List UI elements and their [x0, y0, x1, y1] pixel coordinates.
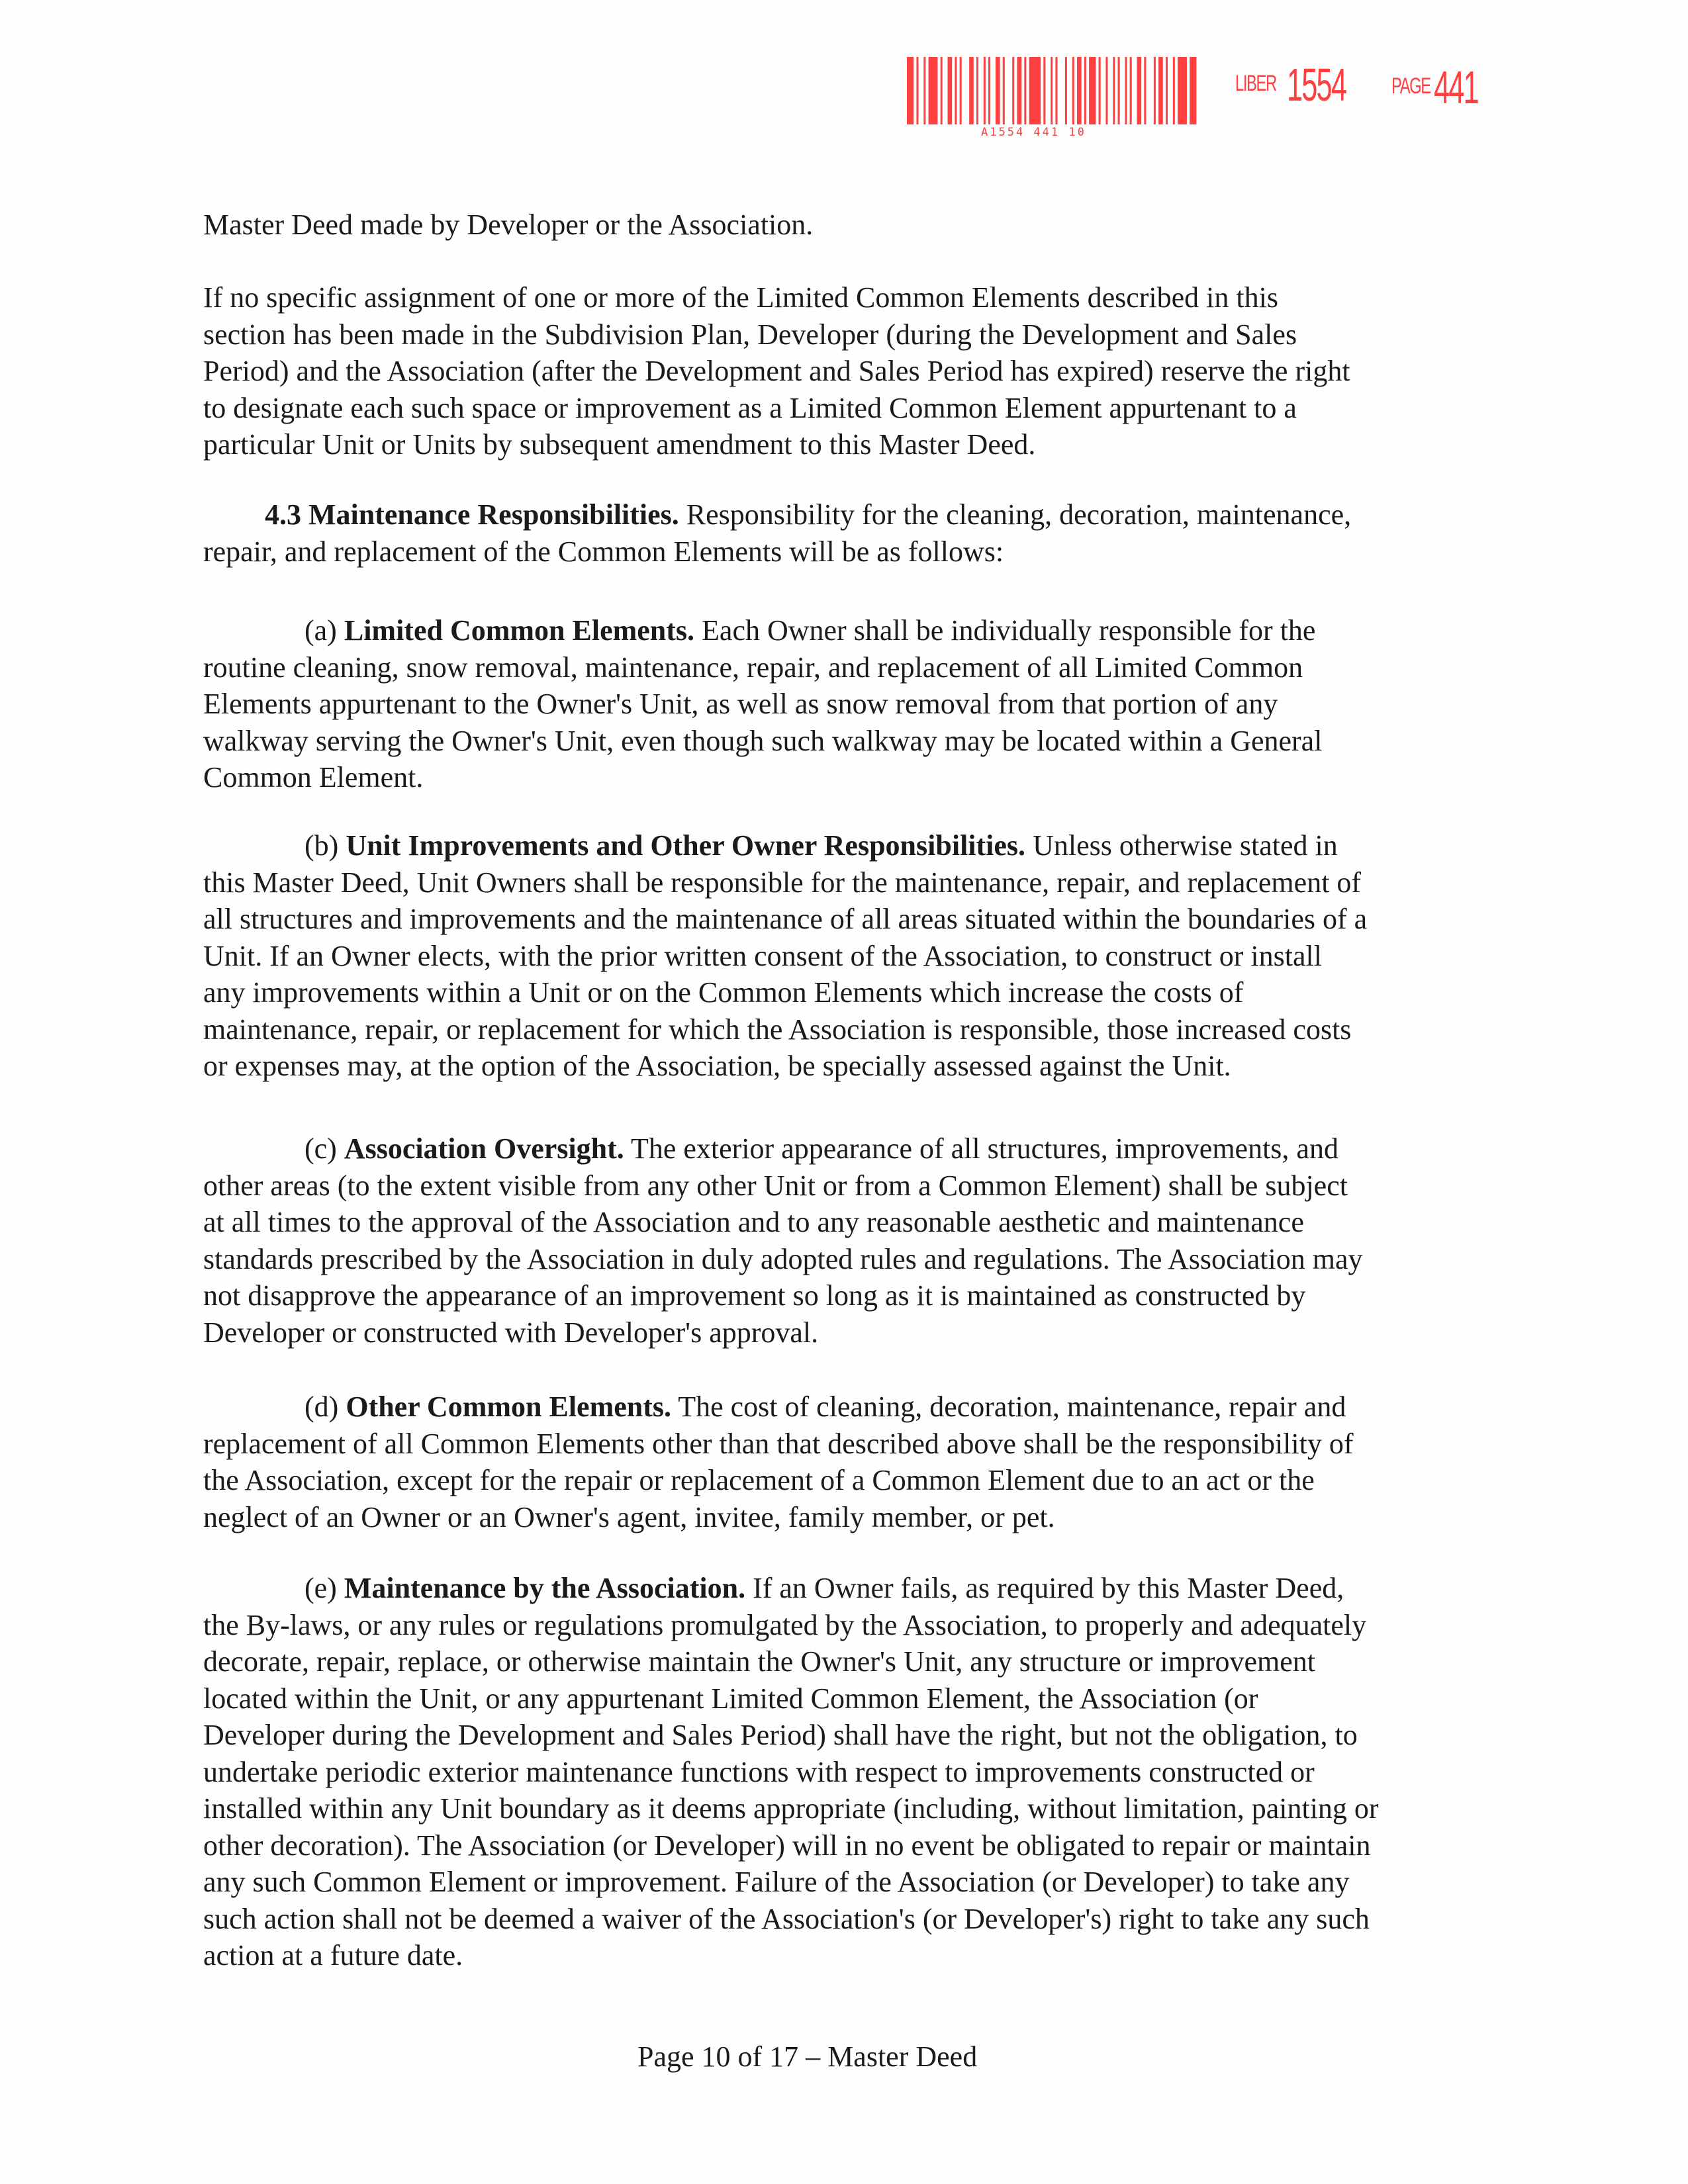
subsection-label: (c) [305, 1132, 337, 1165]
text-line-content: located within the Unit, or any appurtenant Limited Common Element, the Association (or [203, 1682, 1258, 1715]
section-heading-line [265, 500, 1351, 529]
subsection-heading-line [305, 1134, 1338, 1163]
barcode-bar [1190, 57, 1196, 124]
barcode-bar [1017, 57, 1022, 124]
text-line-content: neglect of an Owner or an Owner's agent, invitee, family member, or pet. [203, 1500, 1055, 1533]
text-line-content: Developer or constructed with Developer's approval. [203, 1316, 819, 1349]
text-line-content: repair, and replacement of the Common Elements will be as follows: [203, 535, 1004, 568]
barcode-bar [955, 57, 957, 124]
page-footer: Page 10 of 17 – Master Deed [637, 2040, 978, 2073]
barcode-bar [923, 57, 925, 124]
text-line-content: Elements appurtenant to the Owner's Unit, as well as snow removal from that portion of any [203, 688, 1278, 720]
subsection-text: The exterior appearance of all structures, improvements, and [630, 1132, 1338, 1165]
barcode-bar [1173, 57, 1175, 124]
text-line-content: replacement of all Common Elements other than that described above shall be the responsibility of [203, 1427, 1354, 1460]
text-line [203, 1755, 1315, 1788]
text-line-content: maintenance, repair, or replacement for which the Association is responsible, those increased costs [203, 1013, 1352, 1046]
subsection-heading: Maintenance by the Association. [344, 1572, 746, 1604]
barcode-number: A1554 441 10 [981, 126, 1086, 139]
text-line-content: the By-laws, or any rules or regulations promulgated by the Association, to properly and adequately [203, 1608, 1367, 1641]
text-line [203, 1052, 1231, 1081]
barcode-bar [1154, 57, 1156, 124]
subsection-label: (d) [305, 1390, 339, 1423]
text-line-content: standards prescribed by the Association in duly adopted rules and regulations. The Association may [203, 1242, 1363, 1275]
text-line-content: all structures and improvements and the maintenance of all areas situated within the boundaries of a [203, 903, 1368, 935]
barcode-bar [1012, 57, 1014, 124]
text-line-content: not disapprove the appearance of an improvement so long as it is maintained as constructed by [203, 1279, 1306, 1312]
text-line [203, 1831, 1371, 1860]
barcode-bar [988, 57, 990, 124]
text-line-content: Common Element. [203, 761, 424, 794]
subsection-text: If an Owner fails, as required by this Master Deed, [753, 1572, 1344, 1604]
text-line [203, 1466, 1315, 1495]
barcode-bar [1113, 57, 1115, 124]
text-line [203, 724, 1323, 757]
page-number: 441 [1434, 62, 1478, 113]
text-line [203, 320, 1297, 349]
text-line-content: walkway serving the Owner's Unit, even though such walkway may be located within a General [203, 724, 1323, 757]
barcode-bar [969, 57, 974, 124]
subsection-text: Unless otherwise stated in [1033, 829, 1338, 862]
barcode-bar [1084, 57, 1086, 124]
text-line [203, 939, 1322, 972]
liber-label: LIBER [1235, 71, 1276, 96]
barcode-bar [960, 57, 962, 124]
text-line [203, 653, 1303, 682]
barcode-bar [1178, 57, 1187, 124]
text-line-content: undertake periodic exterior maintenance functions with respect to improvements constructed or [203, 1755, 1315, 1788]
text-line-content: such action shall not be deemed a waiver of the Association's (or Developer's) right to take any such [203, 1902, 1370, 1935]
barcode-bar [1144, 57, 1146, 124]
text-line [203, 1721, 1358, 1750]
barcode-bar [1003, 57, 1005, 124]
text-line-content: the Association, except for the repair or replacement of a Common Element due to an act or the [203, 1464, 1315, 1496]
text-line-content: any improvements within a Unit or on the Common Elements which increase the costs of [203, 976, 1244, 1009]
barcode-bar [1089, 57, 1096, 124]
text-line-content: Period) and the Association (after the Development and Sales Period has expired) reserve the right [203, 355, 1350, 387]
barcode-bar [1130, 57, 1132, 124]
text-line-content: this Master Deed, Unit Owners shall be responsible for the maintenance, repair, and replacement of [203, 866, 1362, 899]
barcode-bar [1051, 57, 1053, 124]
page-label: PAGE [1391, 73, 1430, 99]
text-line-content: or expenses may, at the option of the Association, be specially assessed against the Unit. [203, 1050, 1231, 1082]
text-line [203, 1794, 1379, 1823]
text-line-content: action at a future date. [203, 1939, 463, 1972]
barcode-bar [996, 57, 1000, 124]
text-line-content: routine cleaning, snow removal, maintenance, repair, and replacement of all Limited Common [203, 651, 1303, 684]
liber-number: 1554 [1287, 59, 1346, 111]
text-line-content: If no specific assignment of one or more of the Limited Common Elements described in this [203, 281, 1278, 314]
barcode-bar [941, 57, 943, 124]
subsection-heading-line [305, 1574, 1344, 1603]
text-line [203, 430, 1035, 459]
text-line [203, 978, 1243, 1007]
text-line [203, 1941, 463, 1970]
section-text: Responsibility for the cleaning, decoration, maintenance, [686, 498, 1352, 531]
text-line [203, 763, 423, 792]
subsection-text: The cost of cleaning, decoration, maintenance, repair and [678, 1390, 1346, 1423]
text-line [203, 391, 1297, 424]
barcode-icon [907, 57, 1197, 124]
text-line [203, 1427, 1354, 1460]
barcode-bar [1105, 57, 1107, 124]
barcode-bar [929, 57, 938, 124]
text-line [203, 1608, 1367, 1641]
barcode-bar [1055, 57, 1057, 124]
text-line [203, 1242, 1363, 1275]
barcode-bar [984, 57, 986, 124]
subsection-heading: Other Common Elements. [346, 1390, 672, 1423]
text-line [203, 1171, 1348, 1201]
barcode-bar [907, 57, 914, 124]
text-line [203, 283, 1278, 312]
barcode-bar [1029, 57, 1041, 124]
text-line-content: other areas (to the extent visible from any other Unit or from a Common Element) shall be subject [203, 1169, 1348, 1202]
text-line [203, 1500, 1055, 1533]
text-line [203, 1208, 1304, 1237]
barcode-bar [1137, 57, 1142, 124]
text-line [203, 210, 813, 240]
subsection-label: (a) [305, 614, 337, 647]
text-line-content: other decoration). The Association (or Developer) will in no event be obligated to repair or maintain [203, 1829, 1371, 1862]
subsection-label: (b) [305, 829, 339, 862]
text-line [203, 690, 1278, 719]
text-line [203, 905, 1367, 934]
text-line-content: to designate each such space or improvement as a Limited Common Element appurtenant to a [203, 391, 1297, 424]
subsection-heading-line [305, 831, 1338, 860]
barcode-bar [1099, 57, 1101, 124]
barcode-bar [1158, 57, 1163, 124]
text-line [203, 1281, 1305, 1310]
text-line-content: Developer during the Development and Sales Period) shall have the right, but not the obligation, to [203, 1719, 1358, 1751]
barcode-bar [1118, 57, 1120, 124]
barcode-bar [1125, 57, 1127, 124]
subsection-heading: Limited Common Elements. [344, 614, 695, 647]
text-line [203, 357, 1350, 386]
barcode-bar [1043, 57, 1045, 124]
text-line [203, 1868, 1349, 1897]
text-line-content: section has been made in the Subdivision Plan, Developer (during the Development and Sales [203, 318, 1297, 351]
text-line [203, 1647, 1315, 1676]
subsection-heading: Association Oversight. [344, 1132, 624, 1165]
section-heading: Maintenance Responsibilities. [308, 498, 679, 531]
barcode-bar [916, 57, 918, 124]
intro-text: Master Deed made by Developer or the Association. [203, 208, 814, 241]
text-line-content: particular Unit or Units by subsequent amendment to this Master Deed. [203, 428, 1036, 461]
text-line-content: any such Common Element or improvement. Failure of the Association (or Developer) to take any [203, 1866, 1350, 1898]
text-line [203, 1902, 1370, 1935]
text-line-content: at all times to the approval of the Association and to any reasonable aesthetic and maintenance [203, 1206, 1304, 1238]
subsection-text: Each Owner shall be individually responsible for the [702, 614, 1316, 647]
text-line [203, 1318, 818, 1347]
text-line-content: decorate, repair, replace, or otherwise maintain the Owner's Unit, any structure or improvement [203, 1645, 1315, 1678]
barcode-bar [1077, 57, 1082, 124]
text-line [203, 868, 1361, 897]
text-line [203, 537, 1004, 567]
barcode-bar [976, 57, 978, 124]
barcode-bar [1166, 57, 1168, 124]
barcode-bar [1065, 57, 1067, 124]
subsection-heading-line [305, 1392, 1346, 1422]
text-line-content: installed within any Unit boundary as it deems appropriate (including, without limitation, painting or [203, 1792, 1379, 1825]
text-line [203, 1684, 1258, 1713]
barcode-bar [1024, 57, 1026, 124]
text-line-content: Unit. If an Owner elects, with the prior written consent of the Association, to construct or install [203, 939, 1322, 972]
subsection-label: (e) [305, 1572, 337, 1604]
subsection-heading: Unit Improvements and Other Owner Responsibilities. [346, 829, 1026, 862]
barcode-bar [948, 57, 953, 124]
barcode-bar [1072, 57, 1074, 124]
text-line [203, 1015, 1351, 1044]
section-number: 4.3 [265, 498, 301, 531]
subsection-heading-line [305, 616, 1315, 645]
